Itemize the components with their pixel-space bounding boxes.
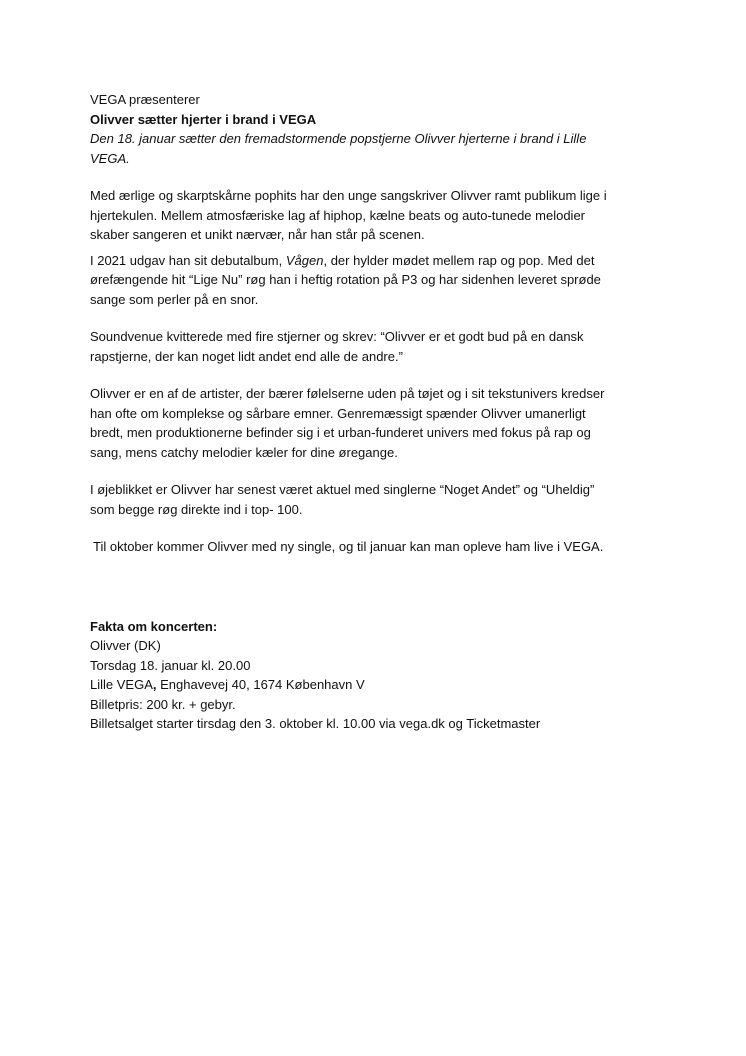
paragraph-review xyxy=(90,327,660,366)
album-title: Vågen xyxy=(285,252,324,268)
facts-artist: Olivver (DK) xyxy=(90,638,161,653)
facts-date: Torsdag 18. januar kl. 20.00 xyxy=(90,657,251,673)
paragraph-line: som begge røg direkte ind i top- 100. xyxy=(90,501,303,517)
paragraph-line: rapstjerne, der kan noget lidt andet end alle de andre.” xyxy=(90,348,403,364)
paragraph-debut-album xyxy=(90,251,660,310)
paragraph-line: Med ærlige og skarptskårne pophits har den unge sangskriver Olivver ramt publikum lige i xyxy=(90,188,607,203)
paragraph-line: sang, mens catchy melodier kæler for dine øregange. xyxy=(90,444,398,460)
paragraph-line: bredt, men produktionerne befinder sig i et urban-funderet univers med fokus på rap og xyxy=(90,425,591,440)
headline: Olivver sætter hjerter i brand i VEGA xyxy=(90,111,317,127)
venue-comma: , xyxy=(152,677,157,692)
paragraph-intro xyxy=(90,186,660,245)
venue-address: Enghavevej 40, 1674 København V xyxy=(156,677,365,692)
venue-name: Lille VEGA xyxy=(90,677,153,692)
facts-ticket-sale: Billetsalget starter tirsdag den 3. oktober kl. 10.00 via vega.dk og Ticketmaster xyxy=(90,716,541,731)
paragraph-upcoming: Til oktober kommer Olivver med ny single, og til januar kan man opleve ham live i VEGA. xyxy=(93,539,604,554)
paragraph-current-singles xyxy=(90,480,660,519)
text-run: I 2021 udgav han sit debutalbum, xyxy=(90,252,286,268)
facts-heading: Fakta om koncerten: xyxy=(90,618,218,634)
press-release-page xyxy=(90,90,660,734)
subheadline-line-1: Den 18. januar sætter den fremadstormende popstjerne Olivver hjerterne i brand i Lille xyxy=(90,131,587,146)
paragraph-line: skaber sangeren et unikt nærvær, når han står på scenen. xyxy=(90,227,425,242)
paragraph-line: ørefængende hit “Lige Nu” røg han i heftig rotation på P3 og har sidenhen leveret sprøde xyxy=(90,272,601,287)
paragraph-line: I øjeblikket er Olivver har senest været aktuel med singlerne “Noget Andet” og “Uheldig” xyxy=(90,482,595,497)
facts-price: Billetpris: 200 kr. + gebyr. xyxy=(90,696,236,712)
facts-venue xyxy=(90,675,660,695)
text-run: , der hylder mødet mellem rap og pop. Med det xyxy=(323,252,595,268)
subheadline-line-2: VEGA. xyxy=(90,150,130,166)
paragraph-artist-description xyxy=(90,384,660,462)
paragraph-line: han ofte om komplekse og sårbare emner. Genremæssigt spænder Olivver umanerligt xyxy=(90,405,586,421)
presents-line: VEGA præsenterer xyxy=(90,92,200,107)
subheadline xyxy=(90,129,660,168)
paragraph-line xyxy=(90,251,660,271)
paragraph-line: sange som perler på en snor. xyxy=(90,291,259,307)
paragraph-line: hjertekulen. Mellem atmosfæriske lag af hiphop, kælne beats og auto-tunede melodier xyxy=(90,207,585,223)
paragraph-line: Olivver er en af de artister, der bærer følelserne uden på tøjet og i sit tekstunivers kredser xyxy=(90,386,605,401)
paragraph-line: Soundvenue kvitterede med fire stjerner og skrev: “Olivver er et godt bud på en dansk xyxy=(90,329,584,344)
